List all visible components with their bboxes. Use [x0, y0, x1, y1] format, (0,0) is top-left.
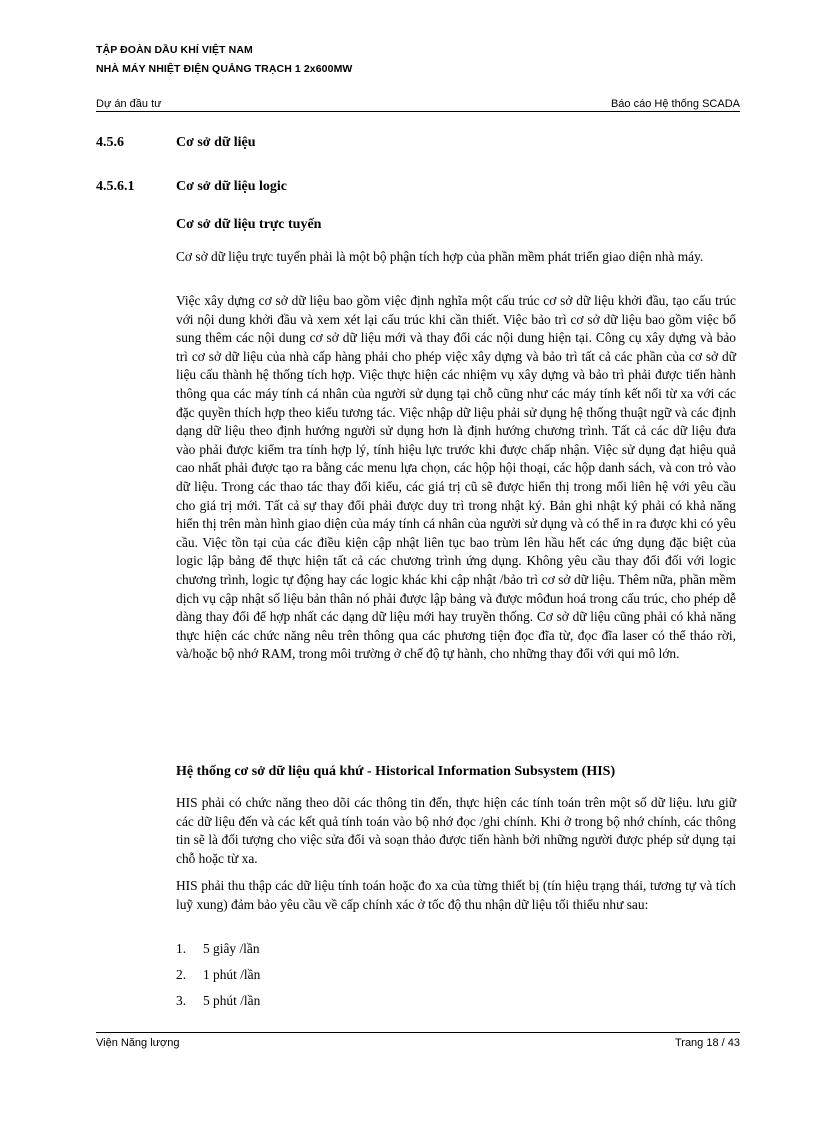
header-left-text: Dự án đầu tư	[96, 98, 162, 110]
list-item-number: 3.	[176, 993, 187, 1008]
section-title: Cơ sở dữ liệu	[176, 135, 256, 150]
list-item-number: 2.	[176, 967, 187, 982]
online-db-heading: Cơ sở dữ liệu trực tuyến	[176, 217, 322, 232]
header-right-text: Báo cáo Hệ thống SCADA	[610, 98, 740, 110]
his-heading: Hệ thống cơ sở dữ liệu quá khứ - Historical Information Subsystem (HIS)	[176, 764, 616, 779]
section-number: 4.5.6	[96, 135, 124, 150]
page-number: Trang 18 / 43	[674, 1037, 740, 1049]
plant-name: NHÀ MÁY NHIỆT ĐIỆN QUẢNG TRẠCH 1 2x600MW	[96, 63, 353, 75]
list-item	[176, 967, 260, 983]
list-item-text: 5 giây /lần	[203, 941, 260, 956]
online-db-paragraph-1: Cơ sở dữ liệu trực tuyến phải là một bộ phận tích hợp của phần mềm phát triển giao diện nhà máy.	[176, 249, 704, 264]
list-item-number: 1.	[176, 941, 187, 956]
organization-name: TẬP ĐOÀN DẦU KHÍ VIỆT NAM	[96, 44, 253, 56]
list-item-text: 1 phút /lần	[203, 967, 261, 982]
footer-divider	[96, 1032, 740, 1033]
footer-left-text: Viện Năng lượng	[96, 1037, 180, 1049]
online-db-paragraph-2: Việc xây dựng cơ sở dữ liệu bao gồm việc định nghĩa một cấu trúc cơ sở dữ liệu khởi đầu, tạo cấu trúc với nội dung khởi đầu và xem xét lại cấu trúc khi cần thiết. Việc bảo trì cơ sở dữ liệu bao gồm việc bổ sung thêm các nội dung cơ sở dữ liệu mới và thay đổi các nội dung hiện tại. Công cụ xây dựng và bảo trì cơ sở dữ liệu của nhà cấp hàng phải cho phép việc xây dựng và bảo trì tất cả các phần của cơ sở dữ liệu cấu thành hệ thống tích hợp. Việc thực hiện các nhiệm vụ xây dựng và bảo trì phải được tiến hành thông qua các máy tính cá nhân của người sử dụng tại chỗ cũng như các máy tính kết nối từ xa với các đặc quyền thích hợp theo kiểu tương tác. Việc nhập dữ liệu phải sử dụng hệ thống thuật ngữ và các định dạng dữ liệu theo định hướng người sử dụng hơn là định hướng chương trình. Tất cả các dữ liệu đưa vào phải được kiểm tra tính hợp lý, tính hiệu lực trước khi được chấp nhận. Việc sử dụng đạt hiệu quả cao nhất phải được tạo ra bằng các menu lựa chọn, các hộp hội thoại, các hộp danh sách, và con trỏ vào dữ liệu. Trong các thao tác thay đổi kiểu, các giá trị cũ sẽ được hiển thị trong mối liên hệ với yêu cầu cho giá trị mới. Tất cả sự thay đổi phải được duy trì trong nhật ký. Bản ghi nhật ký phải có khả năng hiển thị trên màn hình giao diện của máy tính cá nhân của người sử dụng và có thể in ra được khi có yêu cầu. Việc tồn tại của các điều kiện cập nhật liên tục bao trùm lên hầu hết các ứng dụng đặc biệt của logic lập bảng để thực hiện tất cả các chương trình ứng dụng. Không yêu cầu thay đổi đối với logic chương trình, logic tự động hay các logic khác khi cập nhật /bảo trì cơ sở dữ liệu. Thêm nữa, phần mềm dịch vụ cập nhật số liệu bản thân nó phải được lập bảng và được môđun hoá trong cấu trúc, cho phép dễ dàng thay đổi để hợp nhất các dạng dữ liệu mới hay truyền thống. Cơ sở dữ liệu cũng phải có khả năng thực hiện các chức năng nêu trên thông qua các phương tiện đọc đĩa từ, đọc đĩa laser có thể tháo rời, và/hoặc bộ nhớ RAM, trong môi trường ở chế độ tự hành, cho những thay đổi với qui mô lớn.	[176, 293, 736, 662]
subsection-title: Cơ sở dữ liệu logic	[176, 179, 288, 194]
list-item	[176, 941, 260, 957]
list-item-text: 5 phút /lần	[203, 993, 261, 1008]
header-divider	[96, 111, 740, 112]
his-paragraph-2: HIS phải thu thập các dữ liệu tính toán hoặc đo xa của từng thiết bị (tín hiệu trạng thái, tương tự và tích luỹ xung) đảm bảo yêu cầu về cấp chính xác ở tốc độ thu nhận dữ liệu tối thiểu như sau:	[176, 878, 736, 912]
subsection-number: 4.5.6.1	[96, 179, 135, 194]
list-item	[176, 993, 260, 1009]
his-paragraph-1: HIS phải có chức năng theo dõi các thông tin đến, thực hiện các tính toán trên một số dữ liệu. lưu giữ các dữ liệu đến và các kết quả tính toán vào bộ nhớ đọc /ghi chính. Khi ở trong bộ nhớ chính, các thông tin sẽ là đối tượng cho việc sửa đổi và soạn thảo được tiến hành bởi những người được phép sử dụng tại chỗ hoặc từ xa.	[176, 795, 736, 866]
